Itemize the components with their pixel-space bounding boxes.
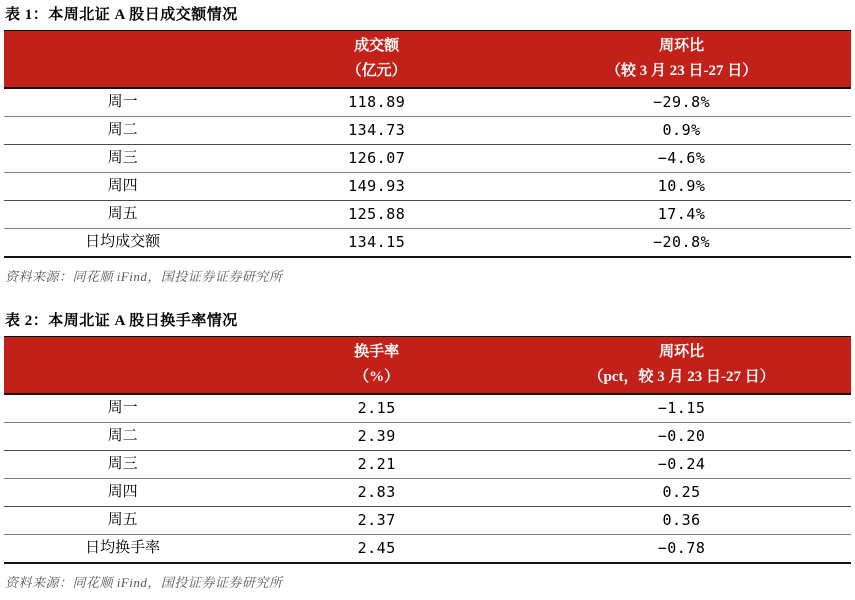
day-cell: 周四 bbox=[107, 484, 138, 500]
table-2-title: 表 2：本周北证 A 股日换手率情况 bbox=[5, 313, 238, 329]
table-row bbox=[4, 507, 851, 535]
day-cell: 周四 bbox=[107, 178, 138, 194]
table-row bbox=[4, 451, 851, 479]
day-cell: 周一 bbox=[107, 94, 138, 110]
day-cell: 周三 bbox=[107, 150, 138, 166]
table-row-average bbox=[4, 229, 851, 258]
day-cell: 周五 bbox=[107, 206, 138, 222]
day-cell: 日均换手率 bbox=[85, 540, 161, 556]
wow-header-line2: （较 3 月 23 日-27 日） bbox=[605, 63, 758, 79]
wow-cell: −0.78 bbox=[657, 539, 706, 557]
value-cell: 134.15 bbox=[348, 233, 406, 251]
source-note: 资料来源：同花顺 iFind，国投证券证券研究所 bbox=[5, 575, 283, 590]
table-2 bbox=[4, 336, 851, 564]
wow-cell: 0.25 bbox=[662, 483, 701, 501]
value-cell: 118.89 bbox=[348, 93, 406, 111]
value-cell: 2.37 bbox=[357, 511, 396, 529]
wow-cell: −1.15 bbox=[657, 399, 706, 417]
metric-header-line1: 换手率 bbox=[354, 344, 400, 360]
wow-cell: −20.8% bbox=[652, 233, 711, 251]
wow-column-header bbox=[512, 34, 851, 84]
value-cell: 2.21 bbox=[357, 455, 396, 473]
day-column-header bbox=[4, 340, 241, 390]
table-1 bbox=[4, 30, 851, 258]
value-cell: 125.88 bbox=[348, 205, 406, 223]
value-cell: 126.07 bbox=[348, 149, 406, 167]
wow-cell: 0.36 bbox=[662, 511, 701, 529]
day-cell: 周一 bbox=[107, 400, 138, 416]
metric-header-line1: 成交额 bbox=[354, 38, 400, 54]
day-cell: 周五 bbox=[107, 512, 138, 528]
value-cell: 134.73 bbox=[348, 121, 406, 139]
wow-cell: 10.9% bbox=[657, 177, 706, 195]
day-cell: 周二 bbox=[107, 428, 138, 444]
wow-header-line1: 周环比 bbox=[659, 344, 705, 360]
value-cell: 2.15 bbox=[357, 399, 396, 417]
table-row bbox=[4, 145, 851, 173]
wow-header-line1: 周环比 bbox=[659, 38, 705, 54]
value-cell: 2.45 bbox=[357, 539, 396, 557]
day-cell: 周二 bbox=[107, 122, 138, 138]
value-cell: 2.83 bbox=[357, 483, 396, 501]
wow-column-header bbox=[512, 340, 851, 390]
metric-header-line2: （亿元） bbox=[346, 63, 407, 79]
source-note: 资料来源：同花顺 iFind，国投证券证券研究所 bbox=[5, 269, 283, 284]
value-cell: 2.39 bbox=[357, 427, 396, 445]
table-1-title: 表 1：本周北证 A 股日成交额情况 bbox=[5, 7, 238, 23]
table-row bbox=[4, 173, 851, 201]
wow-cell: −0.20 bbox=[657, 427, 706, 445]
metric-column-header bbox=[241, 340, 512, 390]
table-row bbox=[4, 89, 851, 117]
day-cell: 日均成交额 bbox=[85, 234, 161, 250]
table-row bbox=[4, 423, 851, 451]
table-row bbox=[4, 117, 851, 145]
wow-header-line2: （pct，较 3 月 23 日-27 日） bbox=[588, 369, 775, 385]
wow-cell: −4.6% bbox=[657, 149, 706, 167]
day-cell: 周三 bbox=[107, 456, 138, 472]
metric-column-header bbox=[241, 34, 512, 84]
day-column-header bbox=[4, 34, 241, 84]
metric-header-line2: （%） bbox=[354, 369, 400, 385]
table-row bbox=[4, 479, 851, 507]
table-row-average bbox=[4, 535, 851, 564]
table-2-header-row bbox=[4, 336, 851, 395]
table-row bbox=[4, 201, 851, 229]
table-1-header-row bbox=[4, 30, 851, 89]
value-cell: 149.93 bbox=[348, 177, 406, 195]
table-row bbox=[4, 395, 851, 423]
wow-cell: 17.4% bbox=[657, 205, 706, 223]
wow-cell: −29.8% bbox=[652, 93, 711, 111]
wow-cell: −0.24 bbox=[657, 455, 706, 473]
wow-cell: 0.9% bbox=[662, 121, 701, 139]
